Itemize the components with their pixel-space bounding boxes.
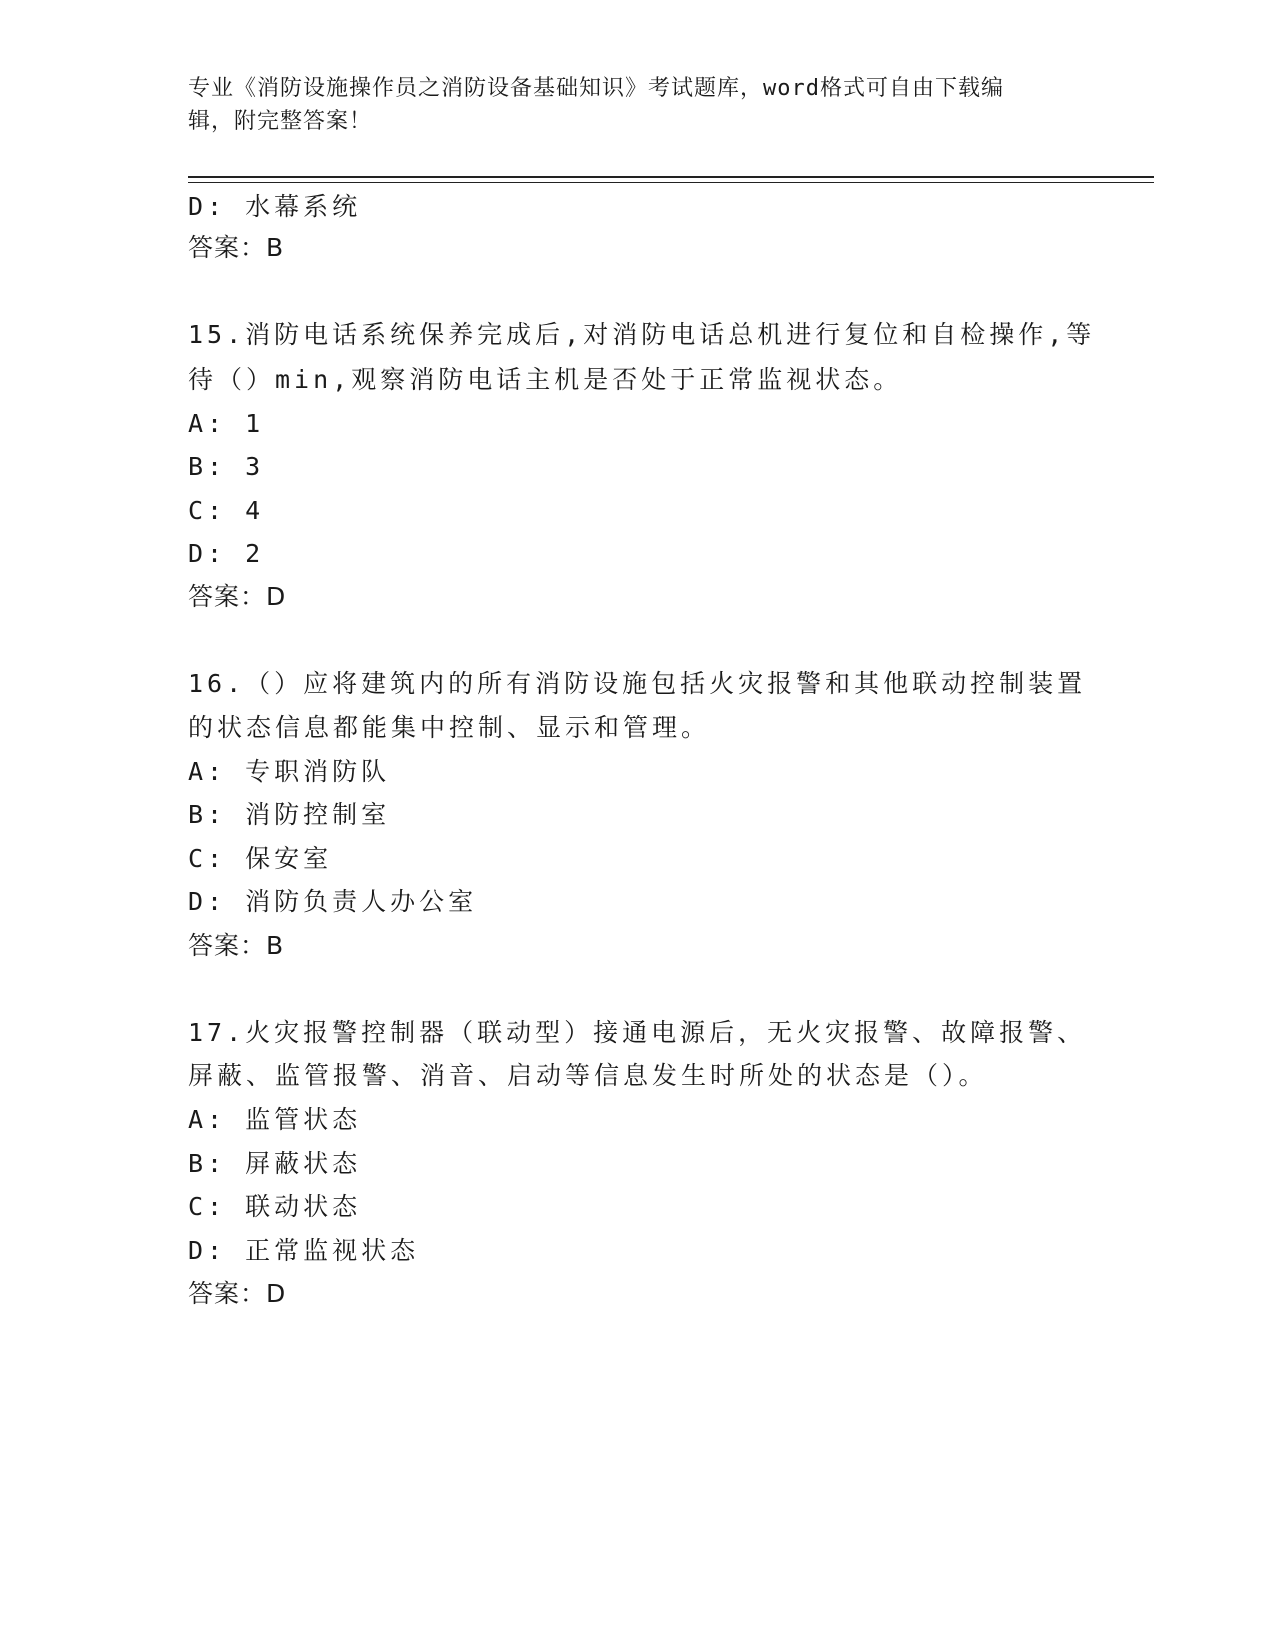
q15-option-b: B: 3	[188, 452, 265, 481]
document-header	[188, 72, 1068, 138]
q16-option-c: C: 保安室	[188, 844, 333, 873]
q16-option-b: B: 消防控制室	[188, 800, 391, 829]
prev-answer: 答案：B	[188, 233, 285, 262]
header-divider-thick	[188, 176, 1154, 178]
q17-option-a: A: 监管状态	[188, 1105, 362, 1134]
q15-answer: 答案：D	[188, 582, 287, 611]
q17-stem-line-1: 17.火灾报警控制器（联动型）接通电源后，无火灾报警、故障报警、	[188, 1018, 1087, 1047]
q17-option-d: D: 正常监视状态	[188, 1236, 420, 1265]
q17-stem-line-2: 屏蔽、监管报警、消音、启动等信息发生时所处的状态是（）。	[188, 1061, 988, 1090]
q16-answer: 答案：B	[188, 931, 285, 960]
q15-option-a: A: 1	[188, 409, 265, 438]
q16-stem-line-2: 的状态信息都能集中控制、显示和管理。	[188, 713, 711, 742]
q17-option-b: B: 屏蔽状态	[188, 1149, 362, 1178]
header-line-2: 辑，附完整答案！	[188, 109, 373, 134]
q17-option-c: C: 联动状态	[188, 1192, 362, 1221]
q17-answer: 答案：D	[188, 1279, 287, 1308]
q15-stem-line-1: 15.消防电话系统保养完成后,对消防电话总机进行复位和自检操作,等	[188, 320, 1096, 349]
q16-option-d: D: 消防负责人办公室	[188, 887, 478, 916]
header-divider-thin	[188, 182, 1154, 183]
q15-stem-line-2: 待（）min,观察消防电话主机是否处于正常监视状态。	[188, 365, 903, 394]
q16-option-a: A: 专职消防队	[188, 757, 391, 786]
header-line-1: 专业《消防设施操作员之消防设备基础知识》考试题库，word格式可自由下载编	[188, 76, 1004, 101]
q16-stem-line-1: 16.（）应将建筑内的所有消防设施包括火灾报警和其他联动控制装置	[188, 669, 1087, 698]
q15-option-d: D: 2	[188, 539, 265, 568]
q15-option-c: C: 4	[188, 496, 265, 525]
prev-option-d: D: 水幕系统	[188, 192, 362, 221]
